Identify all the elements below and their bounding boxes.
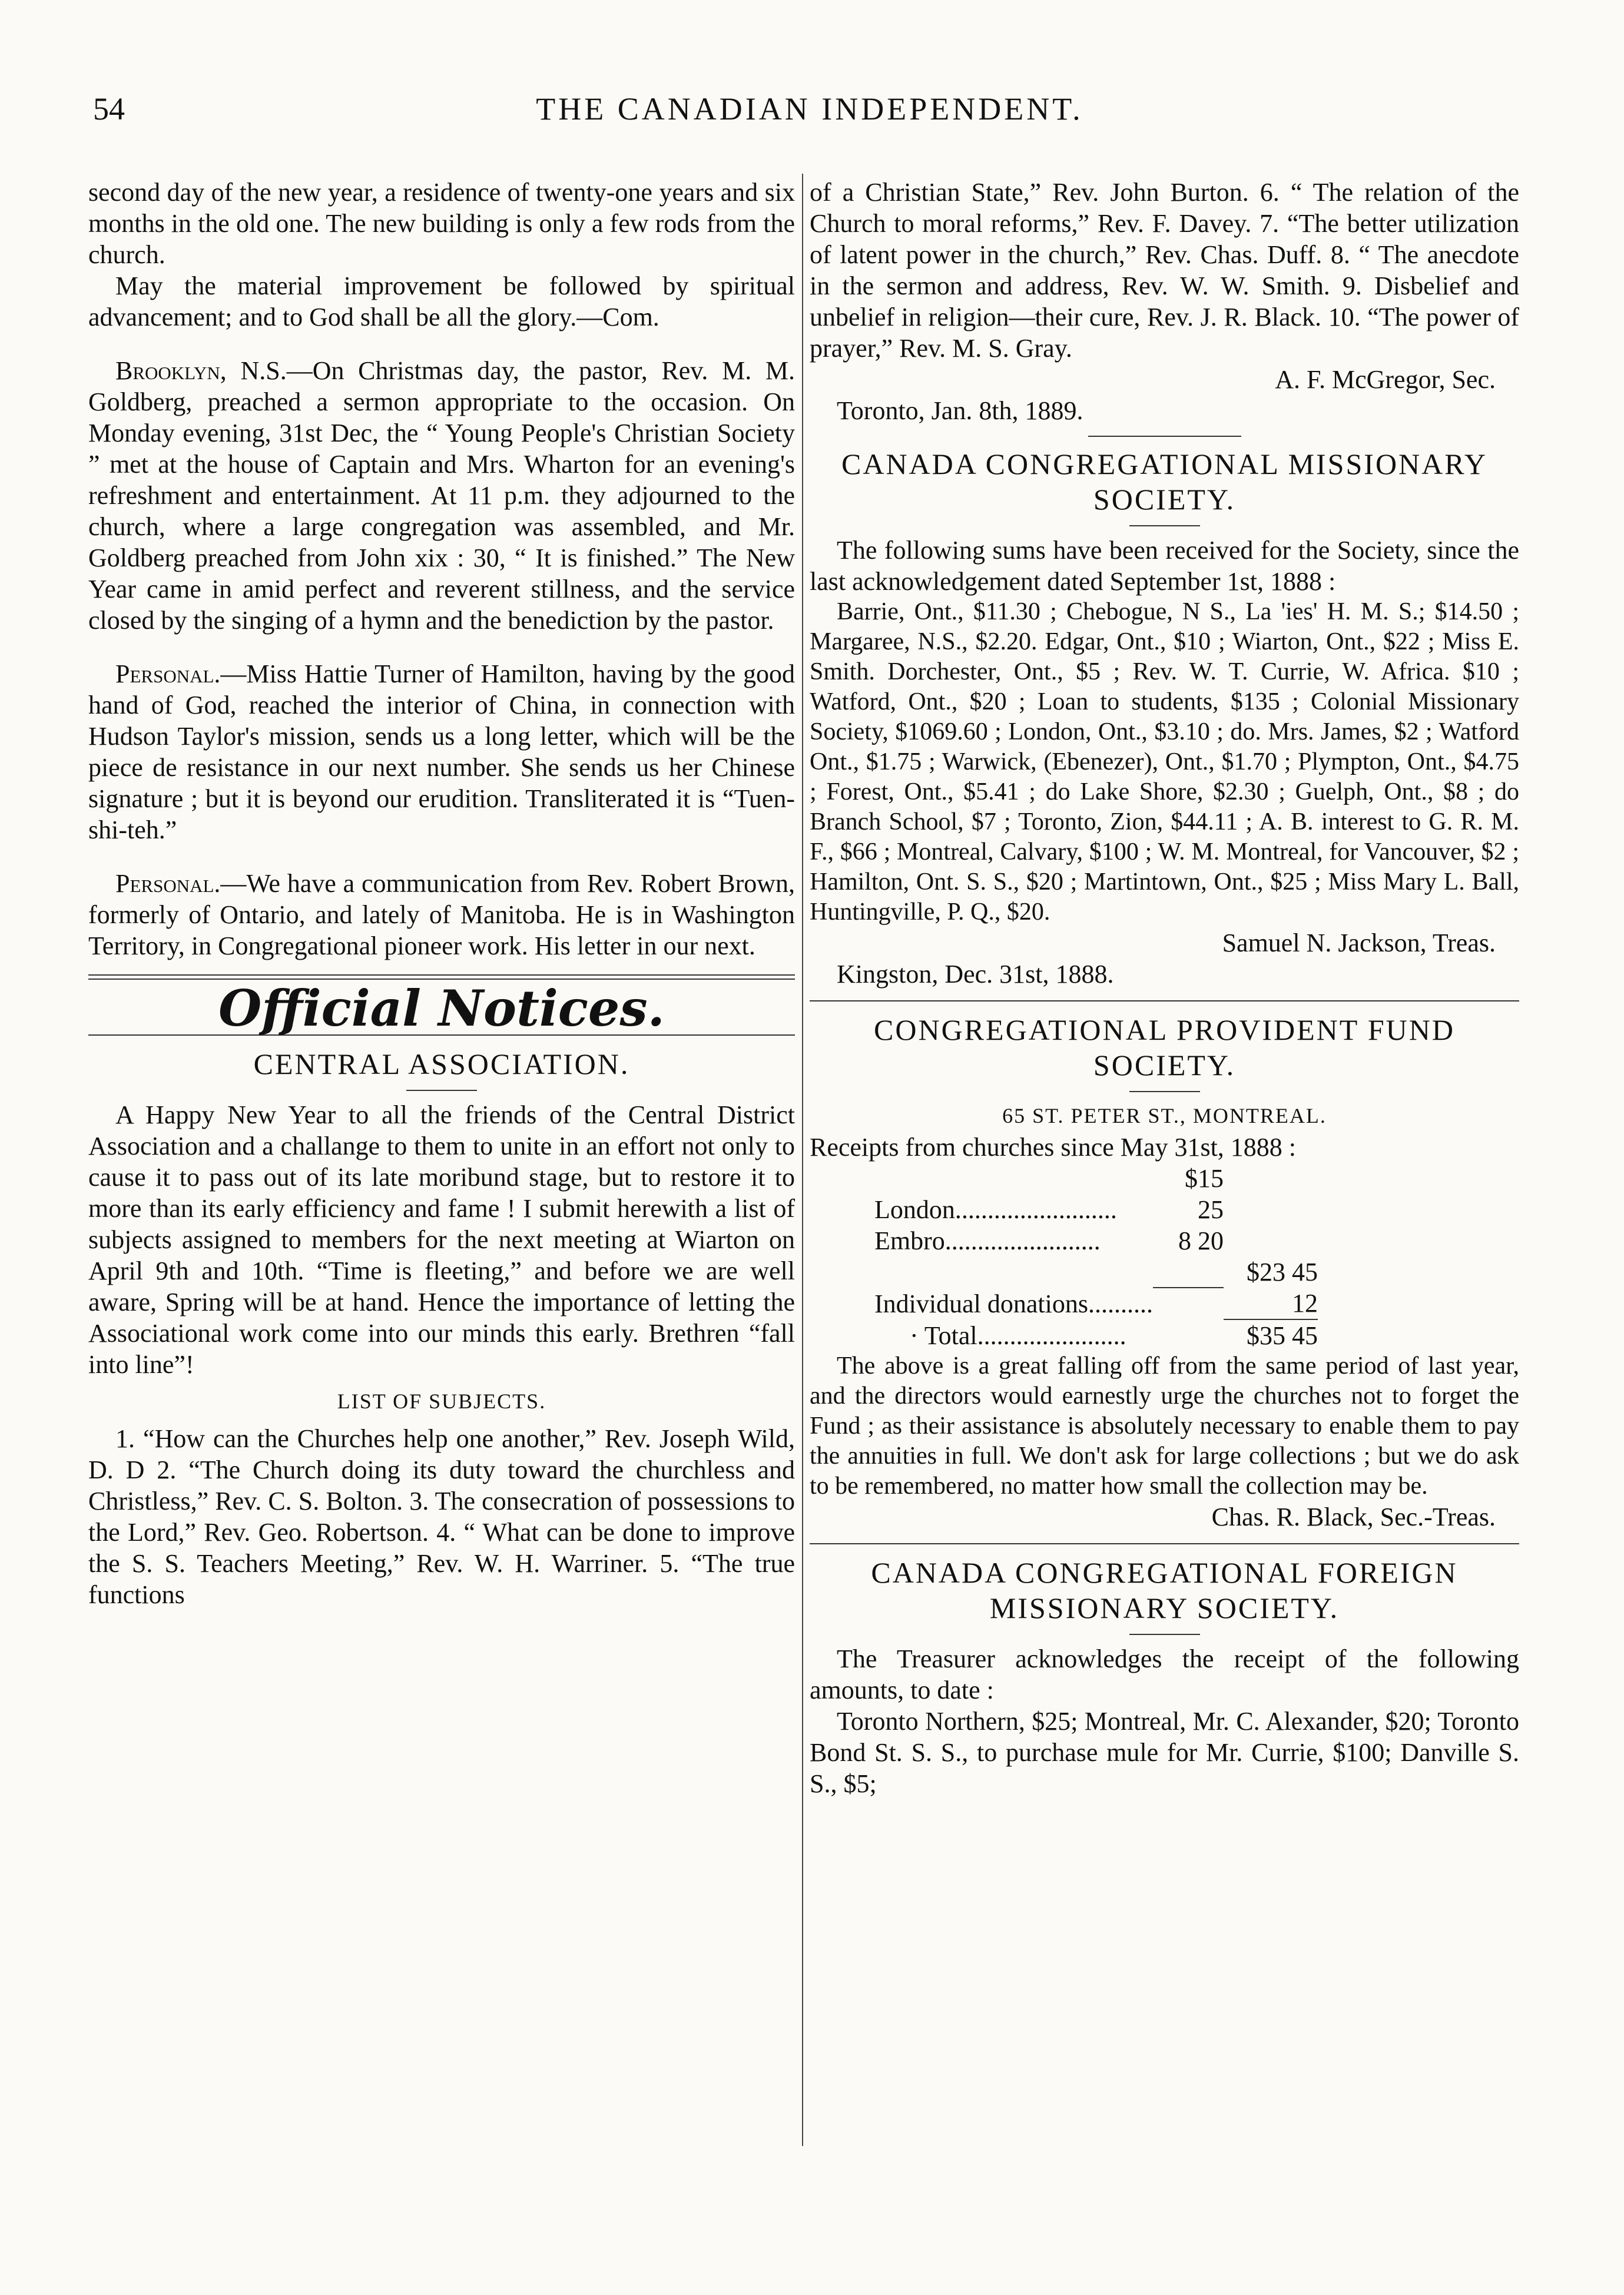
cpfs-address: 65 ST. PETER ST., MONTREAL. — [1002, 1104, 1327, 1127]
personal-heading: Personal. — [115, 659, 221, 688]
subjects-continuation: of a Christian State,” Rev. John Burton. 6. “ The relation of the Church to moral reforms,” Rev. F. Davey. 7. “The better utilization of latent power in the church,” Rev. Chas. Duff. 8. “ The anecdote in the sermon and address, Rev. W. W. Smith. 9. Disbelief and unbelief in religion—their cure, Rev. J. R. Black. 10. “The power of prayer,” Rev. M. S. Gray. — [810, 178, 1519, 363]
personal-heading: Personal. — [115, 869, 221, 898]
brooklyn-item — [88, 355, 795, 636]
glory-paragraph: May the material improvement be followed by spiritual advancement; and to God shall be all the glory.—Com. — [88, 271, 795, 331]
subtotal-amount: $23 45 — [1246, 1258, 1318, 1286]
total-amount: $35 45 — [1246, 1321, 1318, 1350]
central-association-text: A Happy New Year to all the friends of the Central District Association and a challange to them to unite in an effort not only to cause it to pass out of its late moribund stage, but to restore it to more than its early efficiency and fame ! I submit herewith a list of subjects assigned to members for the next meeting at Wiarton on April 9th and 10th. “Time is fleeting,” and before we are well aware, Spring will be at hand. Hence the importance of letting the Associational work come into our minds this early. Brethren “fall into line”! — [88, 1100, 795, 1379]
short-rule — [1129, 525, 1200, 526]
personal-brown-item — [88, 868, 795, 961]
list-of-subjects-text: 1. “How can the Churches help one another,” Rev. Joseph Wild, D. D 2. “The Church doing its duty toward the churchless and Christless,” Rev. C. S. Bolton. 3. The consecration of possessions to the Lord,” Rev. Geo. Robertson. 4. “ What can be done to improve the S. S. Teachers Meeting,” Rev. W. H. Warriner. 5. “The true functions — [88, 1424, 795, 1609]
central-association-title: CENTRAL ASSOCIATION. — [253, 1047, 630, 1080]
individual-donations-label: Individual donations.......... — [874, 1289, 1153, 1318]
list-of-subjects-heading: LIST OF SUBJECTS. — [337, 1389, 546, 1413]
brooklyn-heading: Brooklyn, N.S. — [115, 356, 287, 385]
ccms-title: CANADA CONGREGATIONAL MISSIONARY SOCIETY. — [841, 447, 1487, 516]
short-rule — [1129, 1091, 1200, 1092]
receipts-table — [874, 1163, 1318, 1351]
total-label: · Total....................... — [910, 1321, 1126, 1350]
individual-donations-row — [874, 1288, 1318, 1319]
personal-brown-text: —We have a communication from Rev. Robert Brown, formerly of Ontario, and lately of Manitoba. He is in Washington Territory, in Congregational pioneer work. His letter in our next. — [88, 869, 795, 960]
running-title: THE CANADIAN INDEPENDENT. — [536, 91, 1083, 127]
receipt-amount: $15 25 — [1184, 1164, 1224, 1224]
left-column — [88, 177, 795, 1610]
brooklyn-text: —On Christmas day, the pastor, Rev. M. M. Goldberg, preached a sermon appropriate to the occasion. On Monday evening, 31st Dec, the “ Young People's Christian Society ” met at the house of Captain and Mrs. Wharton for an evening's refreshment and entertainment. At 11 p.m. they adjourned to the church, where a large congregation was assembled, and Mr. Goldberg preached from John xix : 30, “ It is finished.” The New Year came in amid perfect and reverent stillness, and the service closed by the singing of a hymn and the benediction by the pastor. — [88, 356, 795, 635]
cpfs-appeal-text: The above is a great falling off from the same period of last year, and the directors would earnestly urge the churches not to forget the Fund ; as their assistance is absolutely necessary to enable them to pay the annuities in full. We don't ask for large collections ; but we do ask to be remembered, no matter how small the collection may be. — [810, 1352, 1519, 1500]
column-divider — [802, 174, 803, 2146]
short-rule — [1088, 436, 1241, 437]
receipt-label: Embro........................ — [874, 1226, 1101, 1255]
ccfms-intro: The Treasurer acknowledges the receipt of the following amounts, to date : — [810, 1644, 1519, 1704]
personal-turner-item — [88, 658, 795, 845]
signature-black: Chas. R. Black, Sec.-Treas. — [1211, 1503, 1496, 1531]
receipt-amount: 8 20 — [1178, 1226, 1224, 1255]
ccms-intro: The following sums have been received for the Society, since the last acknowledgement dated September 1st, 1888 : — [810, 536, 1519, 596]
signature-jackson: Samuel N. Jackson, Treas. — [1222, 928, 1496, 957]
short-rule — [406, 1090, 477, 1091]
official-notices-title: Official Notices. — [218, 979, 665, 1037]
signature-mcgregor: A. F. McGregor, Sec. — [1275, 365, 1496, 394]
subtotal-row — [874, 1256, 1318, 1288]
page-header — [88, 88, 1531, 130]
short-rule — [1129, 1634, 1200, 1635]
church-building-paragraph: second day of the new year, a residence of twenty-one years and six months in the old one. The new building is only a few rods from the church. — [88, 178, 795, 269]
ccfms-title: CANADA CONGREGATIONAL FOREIGN MISSIONARY SOCIETY. — [871, 1556, 1458, 1624]
section-rule — [810, 1543, 1519, 1544]
receipt-label: London......................... — [874, 1195, 1117, 1224]
receipt-row — [874, 1225, 1318, 1256]
total-row — [874, 1319, 1318, 1351]
dateline-toronto: Toronto, Jan. 8th, 1889. — [837, 396, 1083, 425]
right-column — [810, 177, 1519, 1799]
dateline-kingston: Kingston, Dec. 31st, 1888. — [837, 960, 1114, 989]
page-number: 54 — [93, 91, 125, 127]
individual-donations-amount: 12 — [1224, 1288, 1318, 1319]
ccms-receipts-list: Barrie, Ont., $11.30 ; Chebogue, N S., La 'ies' H. M. S.; $14.50 ; Margaree, N.S., $2.20. Edgar, Ont., $10 ; Wiarton, Ont., $22 ; Miss E. Smith. Dorchester, Ont., $5 ; Rev. W. T. Currie, W. Africa. $10 ; Watford, Ont., $20 ; Loan to students, $135 ; Colonial Missionary Society, $1069.60 ; London, Ont., $3.10 ; do. Mrs. James, $2 ; Watford Ont., $1.75 ; Warwick, (Ebenezer), Ont., $1.70 ; Plympton, Ont., $4.75 ; Forest, Ont., $5.41 ; do Lake Shore, $2.30 ; Guelph, Ont., $8 ; do Branch School, $7 ; Toronto, Zion, $44.11 ; A. B. interest to G. R. M. F., $66 ; Montreal, Calvary, $100 ; W. M. Montreal, for Vancouver, $2 ; Hamilton, Ont. S. S., $20 ; Martintown, Ont., $25 ; Miss Mary L. Ball, Huntingville, P. Q., $20. — [810, 598, 1519, 926]
cpfs-title: CONGREGATIONAL PROVIDENT FUND SOCIETY. — [874, 1013, 1455, 1082]
receipt-row — [874, 1163, 1318, 1225]
receipts-heading: Receipts from churches since May 31st, 1888 : — [810, 1133, 1297, 1162]
personal-turner-text: —Miss Hattie Turner of Hamilton, having by the good hand of God, reached the interior of China, in connection with Hudson Taylor's mission, sends us a long letter, which will be the piece de resistance in our next number. She sends us her Chinese signature ; but it is beyond our erudition. Transliterated it is “Tuen-shi-teh.” — [88, 659, 795, 844]
ccfms-receipts-list: Toronto Northern, $25; Montreal, Mr. C. Alexander, $20; Toronto Bond St. S. S., to purchase mule for Mr. Currie, $100; Danville S. S., $5; — [810, 1707, 1519, 1798]
section-rule — [810, 1000, 1519, 1001]
